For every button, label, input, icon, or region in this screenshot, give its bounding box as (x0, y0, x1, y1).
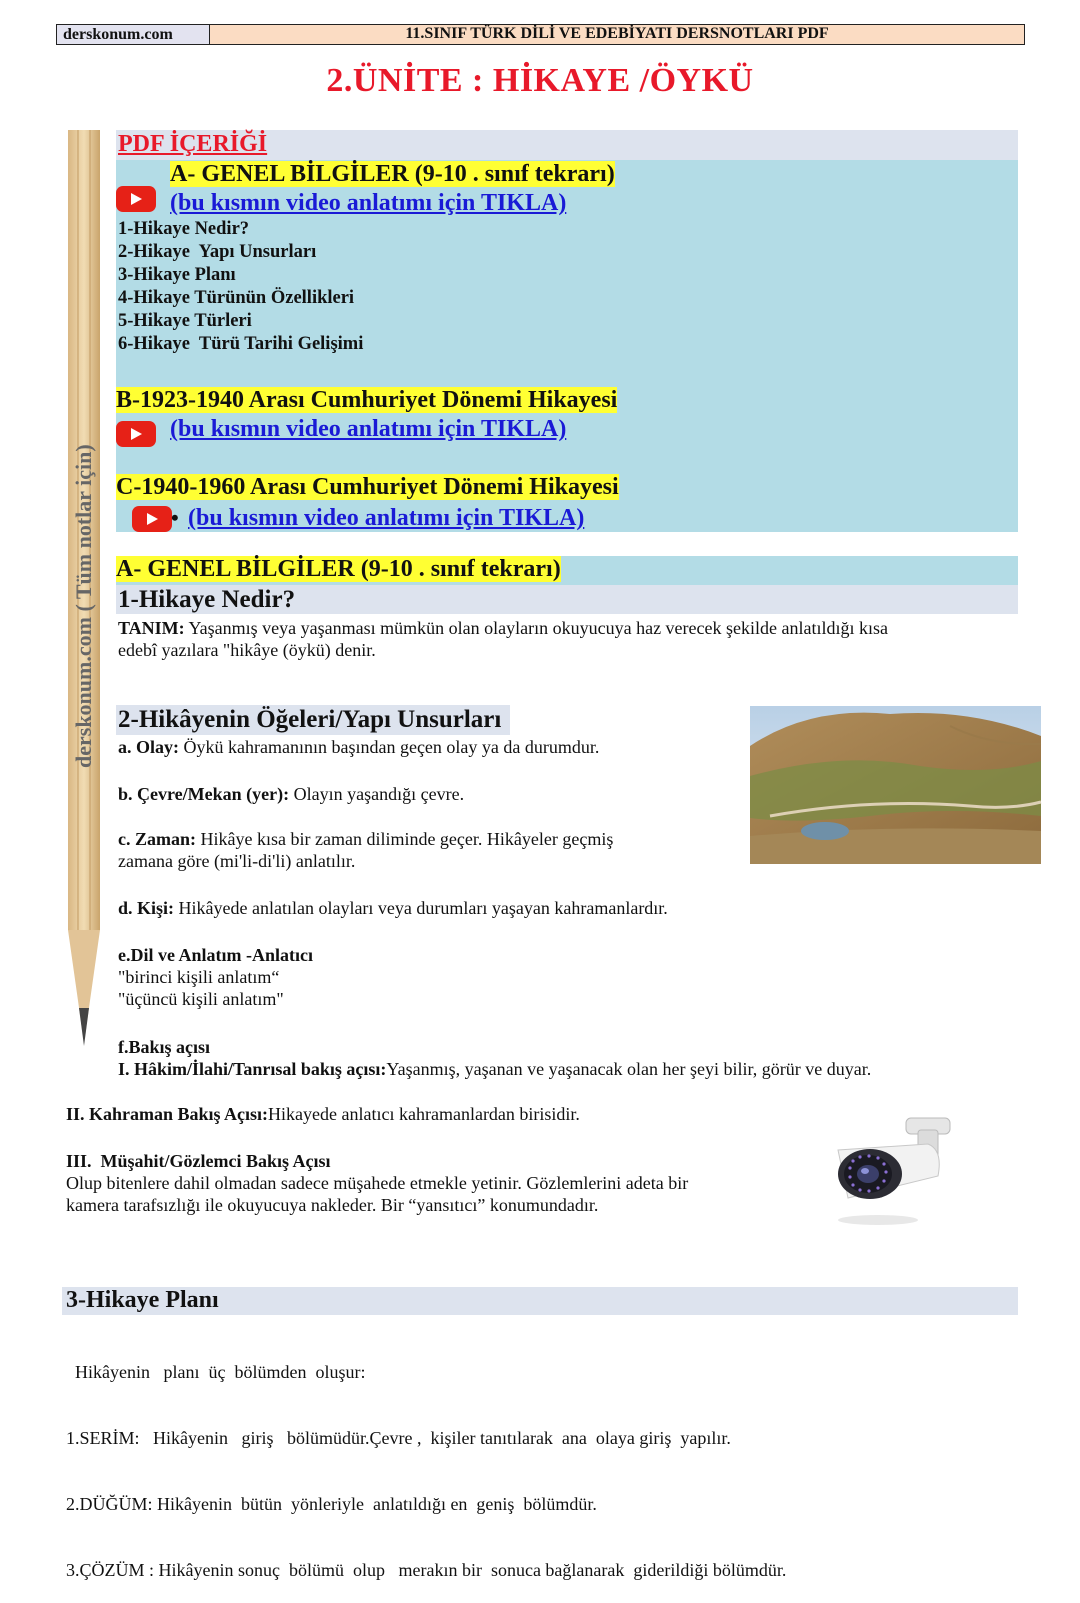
landscape-image (750, 706, 1041, 864)
youtube-icon[interactable] (116, 186, 156, 217)
definition-paragraph: TANIM: Yaşanmış veya yaşanması mümkün olan olayların okuyucuya haz verecek şekilde anlatıldığı kısa edebî yazılara "hikâye (öykü) denir. (118, 618, 888, 660)
element-olay: a. Olay: Öykü kahramanının başından geçen olay ya da durumdur. (118, 737, 600, 757)
toc-item-list (118, 218, 363, 356)
plan-paragraph: Hikâyenin planı üç bölümden oluşur: 1.SERİM: Hikâyenin giriş bölümüdür.Çevre , kişiler tanıtılarak ana olaya giriş yapılır. 2.DÜĞÜM: Hikâyenin bütün yönleriyle anlatıldığı en geniş bölümdür. 3.ÇÖZÜM : Hikâyenin sonuç bölümü olup merakın bir sonuca bağlanarak giderildiği bölümdür. (66, 1362, 787, 1580)
pencil-text: derskonum.com ( Tüm notlar için) (71, 444, 96, 768)
pencil-graphic (60, 128, 108, 1058)
toc-item[interactable]: 2-Hikaye Yapı Unsurları (118, 242, 317, 262)
element-bakis-acisi: f.Bakış açısı I. Hâkim/İlahi/Tanrısal bakış açısı:Yaşanmış, yaşanan ve yaşanacak olan her şeyi bilir, görür ve duyar. (118, 1037, 872, 1079)
element-kahraman-bakis: II. Kahraman Bakış Açısı:Hikayede anlatıcı kahramanlardan birisidir. (66, 1104, 580, 1124)
security-camera-image (808, 1110, 958, 1230)
bullet: • (171, 505, 179, 530)
header-title: 11.SINIF TÜRK DİLİ VE EDEBİYATI DERSNOTLARI PDF (210, 24, 1025, 45)
site-label: derskonum.com (56, 24, 210, 45)
toc-item[interactable]: 3-Hikaye Planı (118, 265, 236, 285)
element-dil-anlatim: e.Dil ve Anlatım -Anlatıcı "birinci kişili anlatım“ "üçüncü kişili anlatım" (118, 945, 313, 1009)
element-mekan: b. Çevre/Mekan (yer): Olayın yaşandığı çevre. (118, 784, 465, 804)
toc-section-a-link[interactable]: (bu kısmın video anlatımı için TIKLA) (170, 190, 567, 216)
element-gozlemci-bakis: III. Müşahit/Gözlemci Bakış Açısı Olup bitenlere dahil olmadan sadece müşahede etmekle yetinir. Gözlemlerini adeta bir kamera tarafsızlığı ile okuyucuya nakleder. Bir “yansıtıcı” konumundadır. (66, 1151, 689, 1215)
toc-section-b-title: B-1923-1940 Arası Cumhuriyet Dönemi Hikayesi (116, 387, 618, 413)
toc-item[interactable]: 6-Hikaye Türü Tarihi Gelişimi (118, 334, 364, 354)
section-a-title: A- GENEL BİLGİLER (9-10 . sınıf tekrarı) (116, 556, 561, 582)
page-title: 2.ÜNİTE : HİKAYE /ÖYKÜ (326, 62, 754, 99)
toc-item[interactable]: 5-Hikaye Türleri (118, 311, 252, 331)
subsection-title: 1-Hikaye Nedir? (118, 586, 296, 613)
toc-heading: PDF İÇERİĞİ (118, 131, 268, 157)
element-kisi: d. Kişi: Hikâyede anlatılan olayları veya durumları yaşayan kahramanlardır. (118, 898, 668, 918)
element-zaman: c. Zaman: Hikâye kısa bir zaman diliminde geçer. Hikâyeler geçmiş zamana göre (mi'li-di'li) anlatılır. (118, 829, 614, 871)
toc-section-c-title: C-1940-1960 Arası Cumhuriyet Dönemi Hikayesi (116, 474, 619, 500)
subsection-title: 2-Hikâyenin Öğeleri/Yapı Unsurları (118, 706, 502, 733)
toc-section-c-link[interactable]: (bu kısmın video anlatımı için TIKLA) (188, 505, 585, 531)
youtube-icon[interactable] (132, 506, 172, 537)
toc-item[interactable]: 1-Hikaye Nedir? (118, 219, 250, 239)
youtube-icon[interactable] (116, 421, 156, 452)
toc-item[interactable]: 4-Hikaye Türünün Özellikleri (118, 288, 355, 308)
subsection-title: 3-Hikaye Planı (66, 1287, 219, 1313)
toc-section-b-link[interactable]: (bu kısmın video anlatımı için TIKLA) (170, 416, 567, 442)
toc-section-a-title: A- GENEL BİLGİLER (9-10 . sınıf tekrarı) (170, 161, 615, 187)
